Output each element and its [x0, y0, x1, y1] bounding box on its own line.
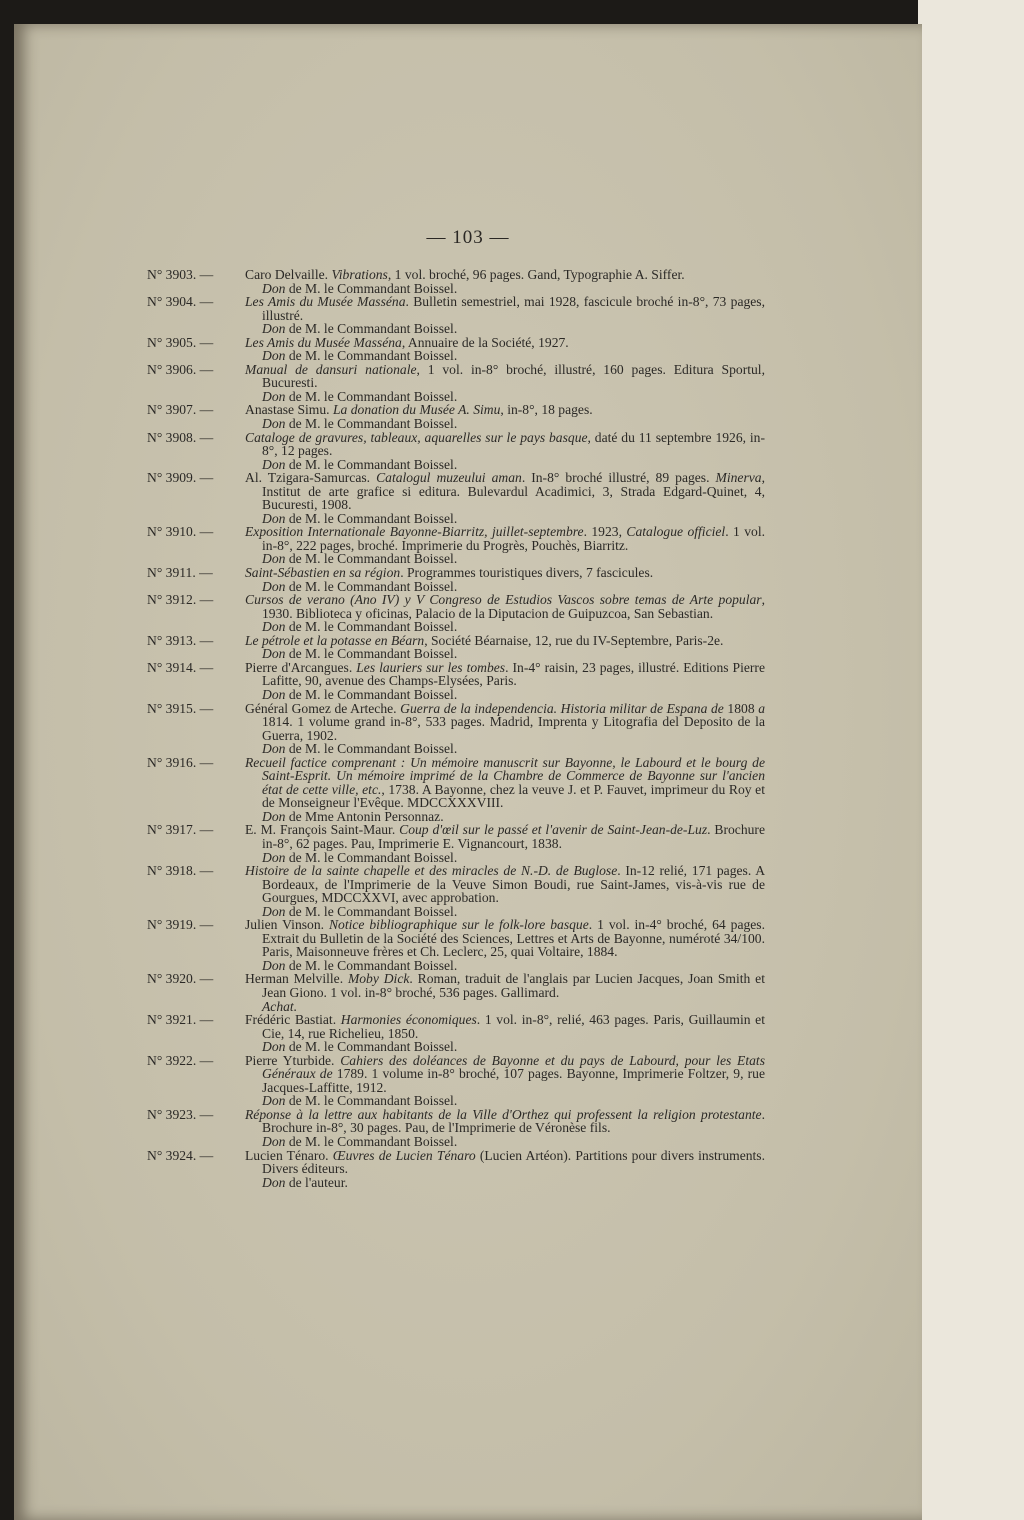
entry-number: N° 3910. — [147, 524, 214, 540]
donor-label: Don [262, 619, 286, 635]
entry-title-italic: Le pétrole et la potasse en Béarn [245, 632, 425, 648]
entry-text: , 1 vol. broché, 96 pages. Gand, Typographie A. Siffer. [387, 267, 685, 282]
entry-description [245, 702, 765, 743]
entry-number: N° 3921. — [147, 1012, 214, 1028]
entry-donor [262, 647, 765, 661]
donor-text: de M. le Commandant Boissel. [285, 321, 458, 337]
catalogue-entry [147, 634, 765, 661]
entry-text: . Bulletin semestriel, mai 1928, fascicule broché in-8°, 73 pages, illustré. [262, 294, 765, 323]
entry-text: . In-8° broché illustré, 89 pages. [521, 470, 716, 486]
entry-donor [262, 1135, 765, 1149]
entry-title-italic: a [758, 700, 766, 716]
entry-text: Caro Delvaille. [245, 267, 332, 282]
donor-label: Achat. [262, 998, 298, 1014]
entry-text: (Lucien Artéon). Partitions pour divers instruments. Divers éditeurs. [262, 1147, 765, 1177]
donor-label: Don [262, 686, 286, 702]
entry-text: , Société Béarnaise, 12, rue du IV-Septembre, Paris-2e. [424, 632, 724, 648]
page-number: — 103 — [426, 227, 510, 248]
catalogue-entry [147, 1054, 765, 1108]
entry-text: , 1930. Biblioteca y oficinas, Palacio de la Diputacion de Guipuzcoa, San Sebastian. [262, 592, 765, 621]
entry-donor [262, 620, 765, 634]
donor-label: Don [262, 578, 286, 594]
donor-label: Don [262, 903, 286, 919]
entry-title-italic: Vibrations [331, 267, 388, 282]
entry-title-italic: Coup d'œil sur le passé et l'avenir de Saint-Jean-de-Luz [399, 822, 708, 838]
donor-text: de M. le Commandant Boissel. [285, 957, 458, 973]
entry-donor [262, 1000, 765, 1014]
entry-text: Herman Melville. [245, 971, 348, 987]
entry-description [245, 864, 765, 905]
donor-label: Don [262, 416, 286, 432]
donor-label: Don [262, 456, 286, 472]
entry-description [245, 268, 765, 282]
entry-title-italic: Exposition Internationale Bayonne-Biarritz, juillet-septembre [245, 524, 584, 540]
entry-number: N° 3920. — [147, 971, 214, 987]
catalogue-entry [147, 864, 765, 918]
donor-text: de M. le Commandant Boissel. [285, 849, 458, 865]
entry-number: N° 3918. — [147, 863, 214, 879]
donor-text: de M. le Commandant Boissel. [285, 646, 458, 662]
entry-description [245, 431, 765, 458]
entry-number: N° 3913. — [147, 632, 214, 648]
entry-text: . 1 vol. in-4° broché, 64 pages. Extrait du Bulletin de la Société des Sciences, Lettres et Arts de Bayonne, numéroté 34/100. Paris, Maisonneuve frères et Ch. Leclerc, 25, quai Voltaire, 1884. [262, 917, 765, 960]
entry-title-italic: Cursos de verano (Ano IV) y V Congreso de Estudios Vascos sobre temas de Arte popular [245, 592, 762, 608]
entry-donor [262, 390, 765, 404]
entry-text: Pierre d'Arcangues. [245, 659, 357, 675]
entry-description [245, 403, 765, 417]
donor-text: de Mme Antonin Personnaz. [285, 808, 444, 824]
entry-number: N° 3904. — [147, 294, 214, 310]
entry-text: . 1923, [583, 524, 627, 540]
entry-description [245, 1054, 765, 1095]
donor-text: de l'auteur. [285, 1174, 348, 1190]
entry-text: , Institut de arte grafice si editura. Bulevardul Acadimici, 3, Strada Edgard-Quinet, 4, Bucuresti, 1908. [262, 470, 765, 513]
catalogue-entry [147, 661, 765, 702]
entry-description [245, 1013, 765, 1040]
catalogue-entry [147, 1108, 765, 1149]
entry-text: , 1 vol. in-8° broché, illustré, 160 pages. Editura Sportul, Bucuresti. [262, 361, 765, 391]
entry-text: Julien Vinson. [245, 917, 329, 933]
entry-number: N° 3919. — [147, 917, 214, 933]
entry-number: N° 3912. — [147, 592, 214, 608]
entry-text: . 1 vol. in-8°, 222 pages, broché. Imprimerie du Progrès, Pouchès, Biarritz. [262, 524, 765, 553]
entry-donor [262, 742, 765, 756]
entry-donor [262, 851, 765, 865]
donor-label: Don [262, 510, 286, 526]
entry-description [245, 471, 765, 512]
donor-text: de M. le Commandant Boissel. [285, 388, 458, 404]
entry-title-italic: Les lauriers sur les tombes [356, 659, 506, 675]
donor-text: de M. le Commandant Boissel. [285, 1134, 458, 1149]
catalogue-entry [147, 756, 765, 824]
entry-donor [262, 905, 765, 919]
entry-description [245, 972, 765, 999]
entry-title-italic: Réponse à la lettre aux habitants de la Ville d'Orthez qui professent la religion protestante [245, 1106, 762, 1122]
donor-label: Don [262, 849, 286, 865]
entry-title-italic: Cahiers des doléances de Bayonne et du pays de Labourd, pour les Etats Généraux de [262, 1052, 765, 1082]
entry-donor [262, 1176, 765, 1190]
entry-donor [262, 417, 765, 431]
entry-number: N° 3903. — [147, 267, 214, 282]
entry-description [245, 566, 765, 580]
donor-label: Don [262, 1174, 286, 1190]
entry-number: N° 3915. — [147, 700, 214, 716]
entry-description [245, 823, 765, 850]
entry-description [245, 295, 765, 322]
entry-title-italic: Recueil factice comprenant : Un mémoire manuscrit sur Bayonne, le Labourd et le bourg de Saint-Esprit. Un mémoire imprimé de la Chambre de Commerce de Bayonne sur l'ancien état de cette ville, etc. [245, 754, 765, 797]
entry-donor [262, 688, 765, 702]
entry-title-italic: Manual de dansuri nationale [245, 361, 417, 377]
donor-text: de M. le Commandant Boissel. [285, 619, 458, 635]
entry-text: E. M. François Saint-Maur. [245, 822, 400, 838]
entry-text: . In-12 relié, 171 pages. A Bordeaux, de l'Imprimerie de la Veuve Simon Boudi, rue Saint-James, vis-à-vis rue de Gourgues, MDCCXXVI, avec approbation. [262, 863, 766, 906]
catalogue-entry [147, 972, 765, 1013]
entry-description [245, 593, 765, 620]
catalogue-entry [147, 918, 765, 972]
entry-title-italic: Moby Dick [347, 971, 410, 987]
catalogue-entry [147, 403, 765, 430]
entry-donor [262, 959, 765, 973]
entry-title-italic: Les Amis du Musée Masséna [245, 294, 406, 310]
donor-label: Don [262, 348, 286, 364]
donor-label: Don [262, 551, 286, 567]
entry-number: N° 3911. — [147, 565, 213, 581]
entry-donor [262, 580, 765, 594]
catalogue-entries [147, 268, 765, 1189]
entry-donor [262, 458, 765, 472]
catalogue-entry [147, 336, 765, 363]
entry-text: Frédéric Bastiat. [245, 1012, 341, 1028]
entry-text: . Brochure in-8°, 30 pages. Pau, de l'Imprimerie de Véronèse fils. [262, 1106, 765, 1136]
entry-description [245, 661, 765, 688]
entry-donor [262, 1040, 765, 1054]
entry-text: Lucien Ténaro. [245, 1147, 333, 1163]
facing-page-edge [918, 0, 1024, 1520]
catalogue-entry [147, 268, 765, 295]
entry-text: 1808 [723, 700, 759, 716]
donor-label: Don [262, 280, 286, 296]
catalogue-entry [147, 823, 765, 864]
entry-description [245, 756, 765, 810]
entry-number: N° 3905. — [147, 334, 214, 350]
entry-text: . Brochure in-8°, 62 pages. Pau, Imprimerie E. Vignancourt, 1838. [262, 822, 765, 851]
entry-number: N° 3916. — [147, 754, 214, 770]
entry-description [245, 336, 765, 350]
entry-text: , Annuaire de la Société, 1927. [401, 334, 569, 350]
donor-text: de M. le Commandant Boissel. [285, 903, 458, 919]
entry-text: Pierre Yturbide. [245, 1052, 341, 1068]
entry-title-italic: Notice bibliographique sur le folk-lore basque [328, 917, 589, 933]
entry-text: . Programmes touristiques divers, 7 fascicules. [400, 565, 654, 581]
catalogue-entry [147, 566, 765, 593]
donor-label: Don [262, 957, 286, 973]
donor-label: Don [262, 1093, 286, 1109]
entry-description [245, 1149, 765, 1176]
document-page [14, 24, 922, 1520]
entry-title-italic: La donation du Musée A. Simu [332, 402, 501, 418]
entry-number: N° 3923. — [147, 1106, 214, 1122]
donor-label: Don [262, 646, 286, 662]
entry-title-italic: Catalogul muzeului aman [376, 470, 522, 486]
catalogue-entry [147, 431, 765, 472]
entry-title-italic: Guerra de la independencia. Historia militar de Espana de [400, 700, 724, 716]
entry-title-italic: Catalogue officiel [626, 524, 726, 540]
donor-label: Don [262, 388, 286, 404]
entry-description [245, 525, 765, 552]
catalogue-entry [147, 471, 765, 525]
entry-donor [262, 552, 765, 566]
entry-text: , 1738. A Bayonne, chez la veuve J. et P. Fauvet, imprimeur du Roy et de Monseigneur l'Evêque. MDCCXXXVIII. [262, 781, 765, 811]
entry-donor [262, 810, 765, 824]
entry-description [245, 1108, 765, 1135]
entry-description [245, 918, 765, 959]
entry-text: . Roman, traduit de l'anglais par Lucien Jacques, Joan Smith et Jean Giono. 1 vol. in-8° broché, 536 pages. Gallimard. [262, 971, 765, 1000]
entry-number: N° 3922. — [147, 1052, 214, 1068]
donor-label: Don [262, 808, 286, 824]
entry-text: , in-8°, 18 pages. [500, 402, 593, 418]
donor-text: de M. le Commandant Boissel. [285, 348, 458, 364]
donor-label: Don [262, 741, 286, 757]
donor-text: de M. le Commandant Boissel. [285, 280, 458, 296]
entry-donor [262, 322, 765, 336]
catalogue-entry [147, 295, 765, 336]
donor-text: de M. le Commandant Boissel. [285, 578, 458, 594]
entry-number: N° 3924. — [147, 1147, 214, 1163]
entry-number: N° 3914. — [147, 659, 214, 675]
catalogue-entry [147, 593, 765, 634]
entry-title-italic: Cataloge de gravures, tableaux, aquarelles sur le pays basque [245, 429, 588, 445]
entry-number: N° 3906. — [147, 361, 214, 377]
entry-title-italic: Histoire de la sainte chapelle et des miracles de N.-D. de Buglose [245, 863, 618, 879]
catalogue-entry [147, 1013, 765, 1054]
catalogue-entry [147, 1149, 765, 1190]
entry-text: 1789. 1 volume in-8° broché, 107 pages. Bayonne, Imprimerie Foltzer, 9, rue Jacques-Laffitte, 1912. [262, 1066, 766, 1095]
donor-label: Don [262, 1039, 286, 1055]
entry-number: N° 3917. — [147, 822, 214, 838]
entry-title-italic: Saint-Sébastien en sa région [245, 565, 401, 581]
donor-text: de M. le Commandant Boissel. [285, 456, 458, 472]
donor-text: de M. le Commandant Boissel. [285, 741, 458, 757]
entry-text: Anastase Simu. [245, 402, 333, 418]
entry-text: . In-4° raisin, 23 pages, illustré. Editions Pierre Lafitte, 90, avenue des Champs-Elysées, Paris. [262, 659, 765, 689]
entry-number: N° 3908. — [147, 429, 214, 445]
entry-number: N° 3907. — [147, 402, 214, 418]
donor-text: de M. le Commandant Boissel. [285, 551, 458, 567]
catalogue-entry [147, 525, 765, 566]
entry-title-italic: Harmonies économiques [340, 1012, 477, 1028]
entry-number: N° 3909. — [147, 470, 214, 486]
donor-text: de M. le Commandant Boissel. [285, 1039, 458, 1055]
entry-text: , daté du 11 septembre 1926, in-8°, 12 pages. [262, 429, 765, 459]
entry-description [245, 363, 765, 390]
entry-text: Général Gomez de Arteche. [245, 700, 401, 716]
entry-text: Al. Tzigara-Samurcas. [245, 470, 377, 486]
entry-description [245, 634, 765, 648]
entry-donor [262, 349, 765, 363]
donor-text: de M. le Commandant Boissel. [285, 1093, 458, 1109]
donor-text: de M. le Commandant Boissel. [285, 686, 458, 702]
entry-title-italic: Œuvres de Lucien Ténaro [332, 1147, 476, 1163]
catalogue-entry [147, 702, 765, 756]
entry-title-italic: Les Amis du Musée Masséna [245, 334, 402, 350]
entry-donor [262, 1094, 765, 1108]
entry-text: . 1 vol. in-8°, relié, 463 pages. Paris, Guillaumin et Cie, 14, rue Richelieu, 1850. [262, 1012, 765, 1041]
donor-label: Don [262, 1134, 286, 1149]
entry-donor [262, 282, 765, 296]
donor-text: de M. le Commandant Boissel. [285, 416, 458, 432]
catalogue-entry [147, 363, 765, 404]
entry-text: 1814. 1 volume grand in-8°, 533 pages. Madrid, Imprenta y Litografia del Deposito de la Guerra, 1902. [262, 714, 765, 743]
donor-label: Don [262, 321, 286, 337]
donor-text: de M. le Commandant Boissel. [285, 510, 458, 526]
entry-donor [262, 512, 765, 526]
entry-title-italic: Minerva [715, 470, 762, 486]
